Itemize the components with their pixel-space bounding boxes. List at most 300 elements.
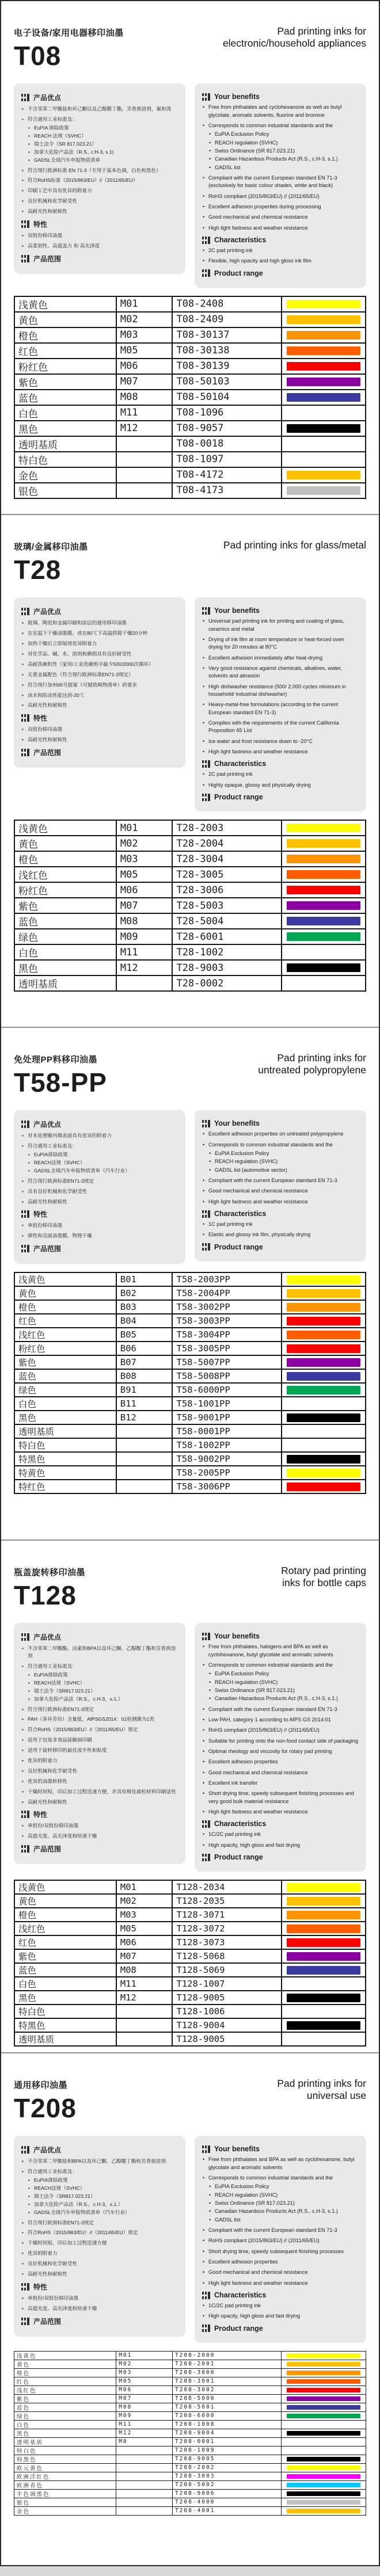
table-row	[14, 882, 366, 898]
color-name-cell: 黑色	[14, 1411, 116, 1424]
color-swatch	[287, 1317, 360, 1325]
product-code-cell: T128-1007	[172, 1977, 281, 1991]
color-name-cell: 特红色	[14, 1480, 116, 1493]
feature-item	[202, 1842, 359, 1849]
marabu-bars-icon	[202, 93, 211, 101]
sub-benefit-text: REACH regulation (SVHC)	[215, 139, 278, 146]
section-heading-features-en	[202, 1820, 359, 1828]
benefit-item	[202, 683, 359, 699]
product-code-cell: T208-0001	[172, 2437, 281, 2446]
sub-benefit-text: GADSL list	[215, 2216, 241, 2223]
feature-item	[21, 1232, 178, 1240]
benefit-item	[21, 702, 178, 709]
feature-item	[21, 242, 178, 250]
feature-text: Highly opaque, glossy and physically drying	[208, 782, 311, 788]
swatch-cell	[282, 452, 366, 467]
benefit-item	[21, 2260, 178, 2268]
section-heading-label: 特性	[33, 714, 48, 723]
benefits-box-en	[195, 2136, 366, 2343]
table-row	[14, 1397, 366, 1411]
mix-code-cell: M01	[116, 820, 173, 836]
mix-code-cell	[116, 2506, 173, 2515]
product-code-cell: T208-6000	[172, 2411, 281, 2420]
header-left	[14, 1053, 107, 1096]
table-row	[14, 421, 366, 436]
color-name-cell: 特白色	[14, 452, 116, 467]
product-title-en	[223, 539, 366, 551]
benefit-item	[21, 2168, 178, 2216]
benefit-list-en	[202, 104, 359, 232]
table-row	[14, 467, 366, 483]
page-header	[14, 540, 366, 584]
section-heading-features-cn	[21, 713, 178, 723]
datasheet-page-T208	[1, 2052, 379, 2565]
feature-text: 弹性和亮面油墨膜，物理干燥	[28, 1233, 92, 1239]
benefit-item	[202, 1769, 359, 1777]
swatch-cell	[282, 436, 366, 452]
benefit-text: Short drying time, speedy subsequent finishing processes and very good bulk material resistance	[208, 1790, 354, 1804]
mix-code-cell: M08	[116, 390, 173, 405]
benefit-text: Excellent adhesion properties	[208, 1759, 278, 1765]
product-title-en-line: Pad printing inks for	[277, 2078, 366, 2089]
sub-benefit-text: EuPIA排除政策	[34, 2177, 68, 2183]
table-row	[14, 1466, 366, 1480]
mix-code-cell: M06	[116, 359, 173, 374]
section-heading-label: Your benefits	[214, 2145, 260, 2154]
swatch-cell	[282, 851, 366, 867]
product-code-cell: T58-1002PP	[172, 1438, 281, 1452]
benefit-item	[21, 208, 178, 215]
sub-benefit-item	[28, 1687, 178, 1695]
feature-item	[202, 1221, 359, 1228]
benefit-item	[21, 650, 178, 658]
sub-benefit-item	[28, 1151, 178, 1159]
sub-benefit-item	[28, 2201, 178, 2208]
section-heading-label: Your benefits	[214, 1119, 260, 1128]
benefit-text: Corresponds to common industrial standards and the	[208, 122, 333, 128]
mix-code-cell: M12	[116, 1991, 173, 2005]
benefit-text: 加热干燥后立即展现优异附着力	[28, 641, 97, 647]
table-row	[14, 2377, 366, 2386]
swatch-cell	[282, 1272, 366, 1286]
sub-benefit-item	[208, 147, 359, 155]
sub-benefit-text: 瑞士法令（SR 817.023.21）	[34, 140, 97, 147]
feature-text: High opacity, high gloss and fast drying	[208, 2313, 301, 2319]
benefit-text: Heavy-metal-free formulations (according to the current European standard EN 71-3)	[208, 702, 339, 715]
color-name-cell: 橙色	[14, 1300, 116, 1314]
benefit-item	[202, 1727, 359, 1734]
table-row	[14, 2411, 366, 2420]
mix-code-cell: M01	[116, 1880, 173, 1894]
benefit-item	[202, 224, 359, 232]
color-swatch	[287, 855, 360, 863]
section-heading-features-cn	[21, 1209, 178, 1219]
benefit-text: 优异的附着力	[28, 2250, 58, 2257]
mix-code-cell	[116, 452, 173, 467]
color-swatch	[287, 824, 360, 832]
feature-text: 2C pad printing ink	[208, 771, 253, 778]
benefit-list-cn	[21, 619, 178, 709]
product-range-table	[14, 1880, 366, 2047]
swatch-cell	[282, 1397, 366, 1411]
benefit-text: High light fastness and weather resistance	[208, 749, 308, 755]
product-code-cell: T58-2004PP	[172, 1286, 281, 1300]
color-swatch	[287, 1289, 360, 1298]
table-row	[14, 296, 366, 312]
product-code-cell: T58-9002PP	[172, 1452, 281, 1466]
feature-text: 单组份移印油墨	[28, 1222, 63, 1229]
feature-text: Elastic and glossy ink film, physically drying	[208, 1232, 311, 1238]
benefit-item	[202, 2280, 359, 2287]
product-code-cell: T208-3002	[172, 2386, 281, 2394]
mix-code-cell: M02	[116, 312, 173, 327]
feature-list-en	[202, 771, 359, 789]
benefit-item	[202, 122, 359, 172]
benefit-item	[21, 1188, 178, 1195]
benefit-text: 符合RoHS（2015/863/EU）//（2011/65/EU）规定	[28, 1727, 138, 1733]
color-name-cell: 紫色	[14, 374, 116, 390]
mix-code-cell	[116, 1466, 173, 1480]
product-code-cell: T208-2000	[172, 2351, 281, 2360]
benefit-list-cn	[21, 105, 178, 215]
mix-code-cell: M03	[116, 2368, 173, 2377]
benefit-item	[21, 619, 178, 627]
section-heading-label: 产品优点	[33, 2146, 62, 2155]
mix-code-cell	[116, 2018, 173, 2032]
info-boxes	[14, 1623, 366, 1872]
sub-benefit-item	[208, 2216, 359, 2224]
benefit-text: 适用于旋转移印的最佳流平性和粘度	[28, 1747, 107, 1754]
benefit-item	[202, 1737, 359, 1745]
color-swatch	[287, 1455, 360, 1464]
table-row	[14, 2368, 366, 2377]
benefit-list-en	[202, 1130, 359, 1206]
table-row	[14, 2360, 366, 2368]
section-heading-label: 产品优点	[33, 1633, 62, 1642]
product-code-cell: T208-4000	[172, 2498, 281, 2506]
product-range-body	[14, 1880, 366, 2046]
product-code-cell: T208-9005	[172, 2455, 281, 2463]
marabu-bars-icon	[21, 1210, 30, 1218]
swatch-cell	[282, 820, 366, 836]
marabu-bars-icon	[202, 1243, 211, 1251]
table-row	[14, 867, 366, 882]
sub-benefit-list	[28, 2177, 178, 2216]
table-row	[14, 1411, 366, 1424]
table-row	[14, 374, 366, 390]
benefit-item	[21, 1142, 178, 1175]
color-name-cell: 浅黄色	[14, 2351, 116, 2360]
color-name-cell: 橙色	[14, 851, 116, 867]
color-name-cell: 黑色	[14, 2429, 116, 2437]
color-swatch	[287, 2362, 360, 2367]
swatch-cell	[282, 483, 366, 498]
color-name-cell: 半色调黑色	[14, 2489, 116, 2498]
color-name-cell: 白色	[14, 405, 116, 421]
mix-code-cell: M12	[116, 2429, 173, 2437]
benefit-list-en	[202, 1643, 359, 1816]
feature-item	[202, 247, 359, 254]
feature-list-en	[202, 1831, 359, 1849]
sub-benefit-item	[28, 1159, 178, 1167]
mix-code-cell: M07	[116, 2394, 173, 2403]
section-heading-label: 产品范围	[33, 254, 62, 263]
benefit-text: 无重金属配色（符合现行欧洲标准EN71-3规定）	[28, 671, 134, 677]
benefit-item	[202, 1808, 359, 1816]
color-name-cell: 粉红色	[14, 1342, 116, 1355]
mix-code-cell: M11	[116, 2420, 173, 2429]
swatch-cell	[282, 2394, 366, 2403]
product-code-cell: T58-3006PP	[172, 1480, 281, 1493]
color-swatch	[287, 917, 360, 925]
swatch-cell	[282, 374, 366, 390]
section-heading-benefits-cn	[21, 2145, 178, 2155]
mix-code-cell: B05	[116, 1328, 173, 1342]
mix-code-cell	[116, 483, 173, 498]
swatch-cell	[282, 2420, 366, 2429]
mix-code-cell	[116, 2463, 173, 2472]
color-swatch	[287, 1303, 360, 1312]
sub-benefit-item	[208, 1167, 359, 1174]
sub-benefit-text: EuPIA 排除政策	[34, 125, 69, 131]
marabu-bars-icon	[202, 1633, 211, 1640]
benefit-text: RoHS compliant (2015/863/EU) // (2011/65/EU)	[208, 193, 320, 199]
color-name-cell: 透明基质	[14, 1424, 116, 1438]
product-code-cell: T208-5002	[172, 2480, 281, 2489]
info-boxes	[14, 597, 366, 811]
section-heading-range-en	[202, 1853, 359, 1861]
table-row	[14, 405, 366, 421]
sub-benefit-item	[28, 140, 178, 148]
swatch-cell	[282, 2437, 366, 2446]
sub-benefit-item	[28, 1671, 178, 1679]
section-heading-range-cn	[21, 748, 178, 757]
benefit-item	[21, 1645, 178, 1660]
mix-code-cell	[116, 2446, 173, 2455]
marabu-bars-icon	[202, 237, 211, 244]
swatch-cell	[282, 2489, 366, 2498]
product-code-cell: T08-30137	[172, 327, 281, 343]
sub-benefit-item	[208, 2200, 359, 2207]
sub-benefit-text: REACH法规（SVHC）	[34, 2185, 85, 2191]
mix-code-cell: M01	[116, 2351, 173, 2360]
product-title-cn: 通用移印油墨	[14, 2080, 68, 2090]
section-heading-features-en	[202, 760, 359, 768]
sub-benefit-text: EuPIA排除政策	[34, 1671, 68, 1678]
product-code-cell: T208-2002	[172, 2463, 281, 2472]
color-name-cell: 欧洲洋红色	[14, 2472, 116, 2480]
sub-benefit-item	[28, 2185, 178, 2192]
table-row	[14, 1328, 366, 1342]
product-code-cell: T208-3000	[172, 2368, 281, 2377]
mix-code-cell: M06	[116, 2386, 173, 2394]
marabu-bars-icon	[202, 2146, 211, 2153]
swatch-cell	[282, 913, 366, 929]
marabu-bars-icon	[202, 794, 211, 801]
color-name-cell: 欧洲青色	[14, 2480, 116, 2489]
benefit-item	[21, 1788, 178, 1796]
benefit-item	[21, 2239, 178, 2247]
sub-benefit-list	[208, 2183, 359, 2224]
benefit-text: Good mechanical and chemical resistance	[208, 214, 308, 220]
product-code-cell: T208-5001	[172, 2403, 281, 2411]
section-heading-label: Your benefits	[214, 1632, 260, 1641]
benefit-text: Free from phthalates and BPA as well as cyclohexanone, butyl glycolate and aromatic solvents	[208, 2156, 355, 2170]
benefit-text: 符合现行加州65号提案（可疑致畸物清单）的要求	[28, 681, 138, 688]
color-swatch	[287, 2388, 360, 2392]
benefit-item	[21, 2158, 178, 2165]
swatch-cell	[282, 312, 366, 327]
benefit-item	[202, 618, 359, 633]
swatch-cell	[282, 2463, 366, 2472]
color-swatch	[287, 1883, 360, 1892]
marabu-bars-icon	[21, 1245, 30, 1252]
sub-benefit-text: Swiss Ordinance (SR 817.023.21)	[215, 2200, 295, 2207]
section-heading-label: 特性	[33, 2282, 48, 2291]
product-title-cn: 电子设备/家用电器移印油墨	[14, 28, 124, 38]
color-swatch	[287, 870, 360, 879]
color-swatch	[287, 2371, 360, 2375]
benefit-item	[202, 2248, 359, 2255]
mix-code-cell	[116, 2455, 173, 2463]
swatch-cell	[282, 343, 366, 359]
product-range-body	[14, 820, 366, 991]
benefit-item	[21, 630, 178, 637]
benefit-text: RoHS compliant (2015/863/EU) // (2011/65/EU)	[208, 2238, 320, 2244]
benefit-item	[21, 2219, 178, 2227]
swatch-cell	[282, 2005, 366, 2018]
section-heading-label: Characteristics	[214, 760, 267, 768]
table-row	[14, 2403, 366, 2411]
benefit-text: 符合RoHS标准（2015/863/EU）//（2011/65/EU）	[28, 177, 138, 184]
product-code-cell: T58-2003PP	[172, 1272, 281, 1286]
mix-code-cell	[116, 436, 173, 452]
section-heading-label: 产品优点	[33, 1121, 62, 1129]
mix-code-cell: B02	[116, 1286, 173, 1300]
color-swatch	[287, 300, 360, 308]
swatch-cell	[282, 1300, 366, 1314]
benefit-text: Complies with the requirements of the current California Proposition 65 List	[208, 720, 339, 734]
table-row	[14, 1342, 366, 1355]
sub-benefit-text: GADSL list (automotive sector)	[215, 1167, 287, 1173]
product-code-cell: T58-2005PP	[172, 1466, 281, 1480]
marabu-bars-icon	[21, 608, 30, 615]
datasheet-page-T08	[1, 1, 379, 514]
benefit-item	[202, 214, 359, 221]
section-heading-benefits-en	[202, 607, 359, 615]
benefit-text: 干燥时间短，印后加工过程迅速方便，并具有极佳疏松材料印刷适性	[28, 1788, 176, 1794]
feature-list-cn	[21, 2295, 178, 2312]
benefit-text: 符合现行欧洲标准EN71-3规定	[28, 2219, 94, 2226]
color-swatch	[287, 315, 360, 324]
benefit-item	[21, 640, 178, 647]
sub-benefit-item	[208, 1150, 359, 1157]
color-swatch	[287, 901, 360, 910]
color-name-cell: 特黑色	[14, 1452, 116, 1466]
product-code-cell: T58-3005PP	[172, 1342, 281, 1355]
benefit-text: 高耐光性和耐候性	[28, 1798, 67, 1805]
color-swatch	[287, 2466, 360, 2470]
feature-list-cn	[21, 1222, 178, 1240]
feature-item	[21, 1822, 178, 1830]
marabu-bars-icon	[202, 607, 211, 615]
color-swatch	[287, 886, 360, 894]
feature-list-cn	[21, 1822, 178, 1840]
section-heading-benefits-en	[202, 93, 359, 101]
color-name-cell: 黄色	[14, 1286, 116, 1300]
color-swatch	[287, 1344, 360, 1353]
product-code-cell: T28-3004	[172, 851, 281, 867]
benefits-box-cn	[14, 1110, 185, 1264]
benefits-box-en	[195, 1623, 366, 1872]
benefit-item	[202, 1779, 359, 1787]
color-swatch	[287, 346, 360, 355]
swatch-cell	[282, 1908, 366, 1922]
benefit-text: Corresponds to common industrial standards and the	[208, 1662, 333, 1668]
table-row	[14, 1272, 366, 1286]
swatch-cell	[282, 1466, 366, 1480]
color-swatch	[287, 331, 360, 340]
benefit-text: Good mechanical and chemical resistance	[208, 1188, 308, 1194]
color-swatch	[287, 932, 360, 941]
product-code-cell: T28-6001	[172, 929, 281, 944]
color-name-cell: 紫色	[14, 2394, 116, 2403]
benefit-text: Excellent ink transfer	[208, 1780, 258, 1786]
table-row	[14, 2506, 366, 2515]
color-name-cell: 透明基质	[14, 436, 116, 452]
sub-benefit-item	[208, 1679, 359, 1686]
table-row	[14, 2394, 366, 2403]
product-code-cell: T128-3073	[172, 1935, 281, 1949]
table-row	[14, 2386, 366, 2394]
swatch-cell	[282, 1438, 366, 1452]
feature-item	[202, 2302, 359, 2310]
product-code-cell: T128-3071	[172, 1908, 281, 1922]
product-code: T208	[14, 2093, 77, 2123]
color-name-cell: 白色	[14, 944, 116, 960]
mix-code-cell: M09	[116, 929, 173, 944]
sub-benefit-text: REACH regulation (SVHC)	[215, 1159, 278, 1165]
feature-text: 1C/2C pad printing ink	[208, 2303, 261, 2309]
swatch-cell	[282, 1894, 366, 1908]
sub-benefit-text: REACH 法规（SVHC）	[34, 132, 86, 139]
benefit-text: Universal pad printing ink for printing and coating of glass, ceramics and metal	[208, 618, 344, 632]
table-row	[14, 436, 366, 452]
section-heading-range-en	[202, 269, 359, 277]
benefit-text: 印刷工艺中具有优异的附着力	[28, 188, 92, 194]
color-swatch	[287, 1413, 360, 1422]
product-code-cell: T58-3002PP	[172, 1300, 281, 1314]
sub-benefit-item	[208, 2192, 359, 2199]
product-code-cell: T128-3072	[172, 1922, 281, 1935]
color-name-cell: 紫色	[14, 898, 116, 913]
color-name-cell: 浅黄色	[14, 820, 116, 836]
table-row	[14, 343, 366, 359]
benefit-text: 高耐洗碗机性（家用/工业洗碗机中最少500/2000次循环）	[28, 661, 154, 667]
page-header	[14, 1566, 366, 1609]
benefit-item	[21, 1663, 178, 1702]
benefit-item	[202, 1177, 359, 1184]
benefit-item	[21, 2229, 178, 2236]
section-heading-range-en	[202, 1243, 359, 1251]
color-swatch	[287, 2396, 360, 2401]
product-title-en	[223, 25, 366, 50]
section-heading-label: Product range	[214, 1243, 263, 1251]
benefit-list-en	[202, 2156, 359, 2287]
benefit-item	[21, 1198, 178, 1206]
section-heading-features-cn	[21, 219, 178, 229]
feature-text: 高遮光度、高光泽度和快速干燥	[28, 2305, 97, 2311]
